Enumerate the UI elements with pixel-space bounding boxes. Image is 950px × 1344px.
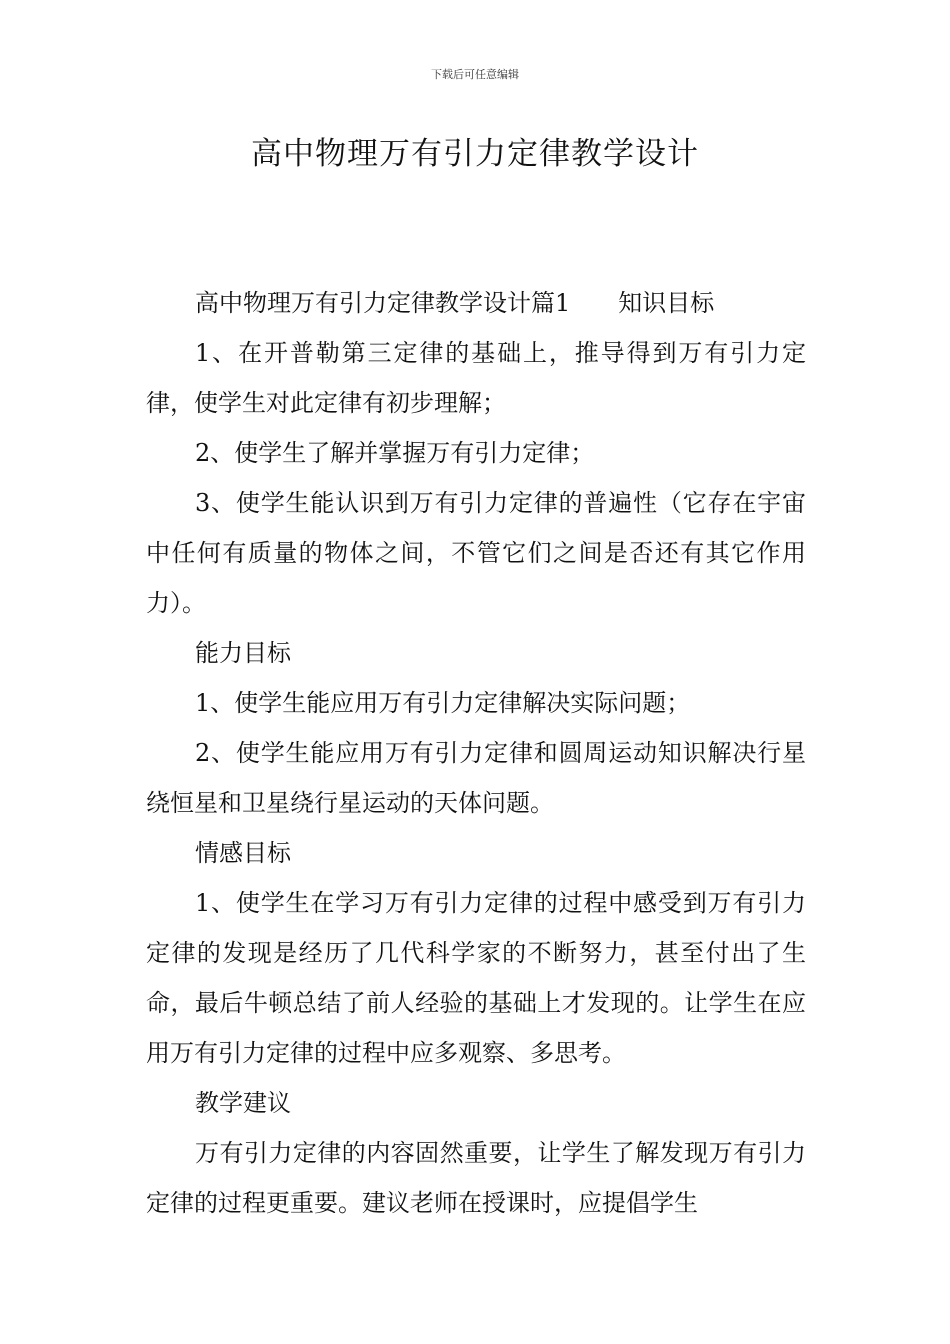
header-note: 下载后可任意编辑 <box>431 68 519 81</box>
section-heading: 教学建议 <box>195 1089 291 1117</box>
intro-subheading: 知识目标 <box>618 289 715 317</box>
paragraph: 3、使学生能认识到万有引力定律的普遍性（它存在宇宙中任何有质量的物体之间，不管它们之间是否还有其它作用力）。 <box>146 489 806 617</box>
paragraph: 万有引力定律的内容固然重要，让学生了解发现万有引力定律的过程更重要。建议老师在授课时，应提倡学生 <box>146 1139 806 1217</box>
paragraph: 2、使学生了解并掌握万有引力定律； <box>195 439 595 467</box>
intro-line <box>146 278 806 328</box>
paragraph: 2、使学生能应用万有引力定律和圆周运动知识解决行星绕恒星和卫星绕行星运动的天体问题。 <box>146 739 806 817</box>
paragraph: 1、在开普勒第三定律的基础上，推导得到万有引力定律，使学生对此定律有初步理解； <box>146 339 806 417</box>
paragraph: 1、使学生能应用万有引力定律解决实际问题； <box>195 689 691 717</box>
intro-heading: 高中物理万有引力定律教学设计篇1 <box>195 289 571 317</box>
section-heading: 能力目标 <box>195 639 291 667</box>
section-heading: 情感目标 <box>195 839 291 867</box>
document-title: 高中物理万有引力定律教学设计 <box>251 136 699 172</box>
paragraph: 1、使学生在学习万有引力定律的过程中感受到万有引力定律的发现是经历了几代科学家的不断努力，甚至付出了生命，最后牛顿总结了前人经验的基础上才发现的。让学生在应用万有引力定律的过程中应多观察、多思考。 <box>146 889 806 1067</box>
document-body <box>146 278 806 1228</box>
